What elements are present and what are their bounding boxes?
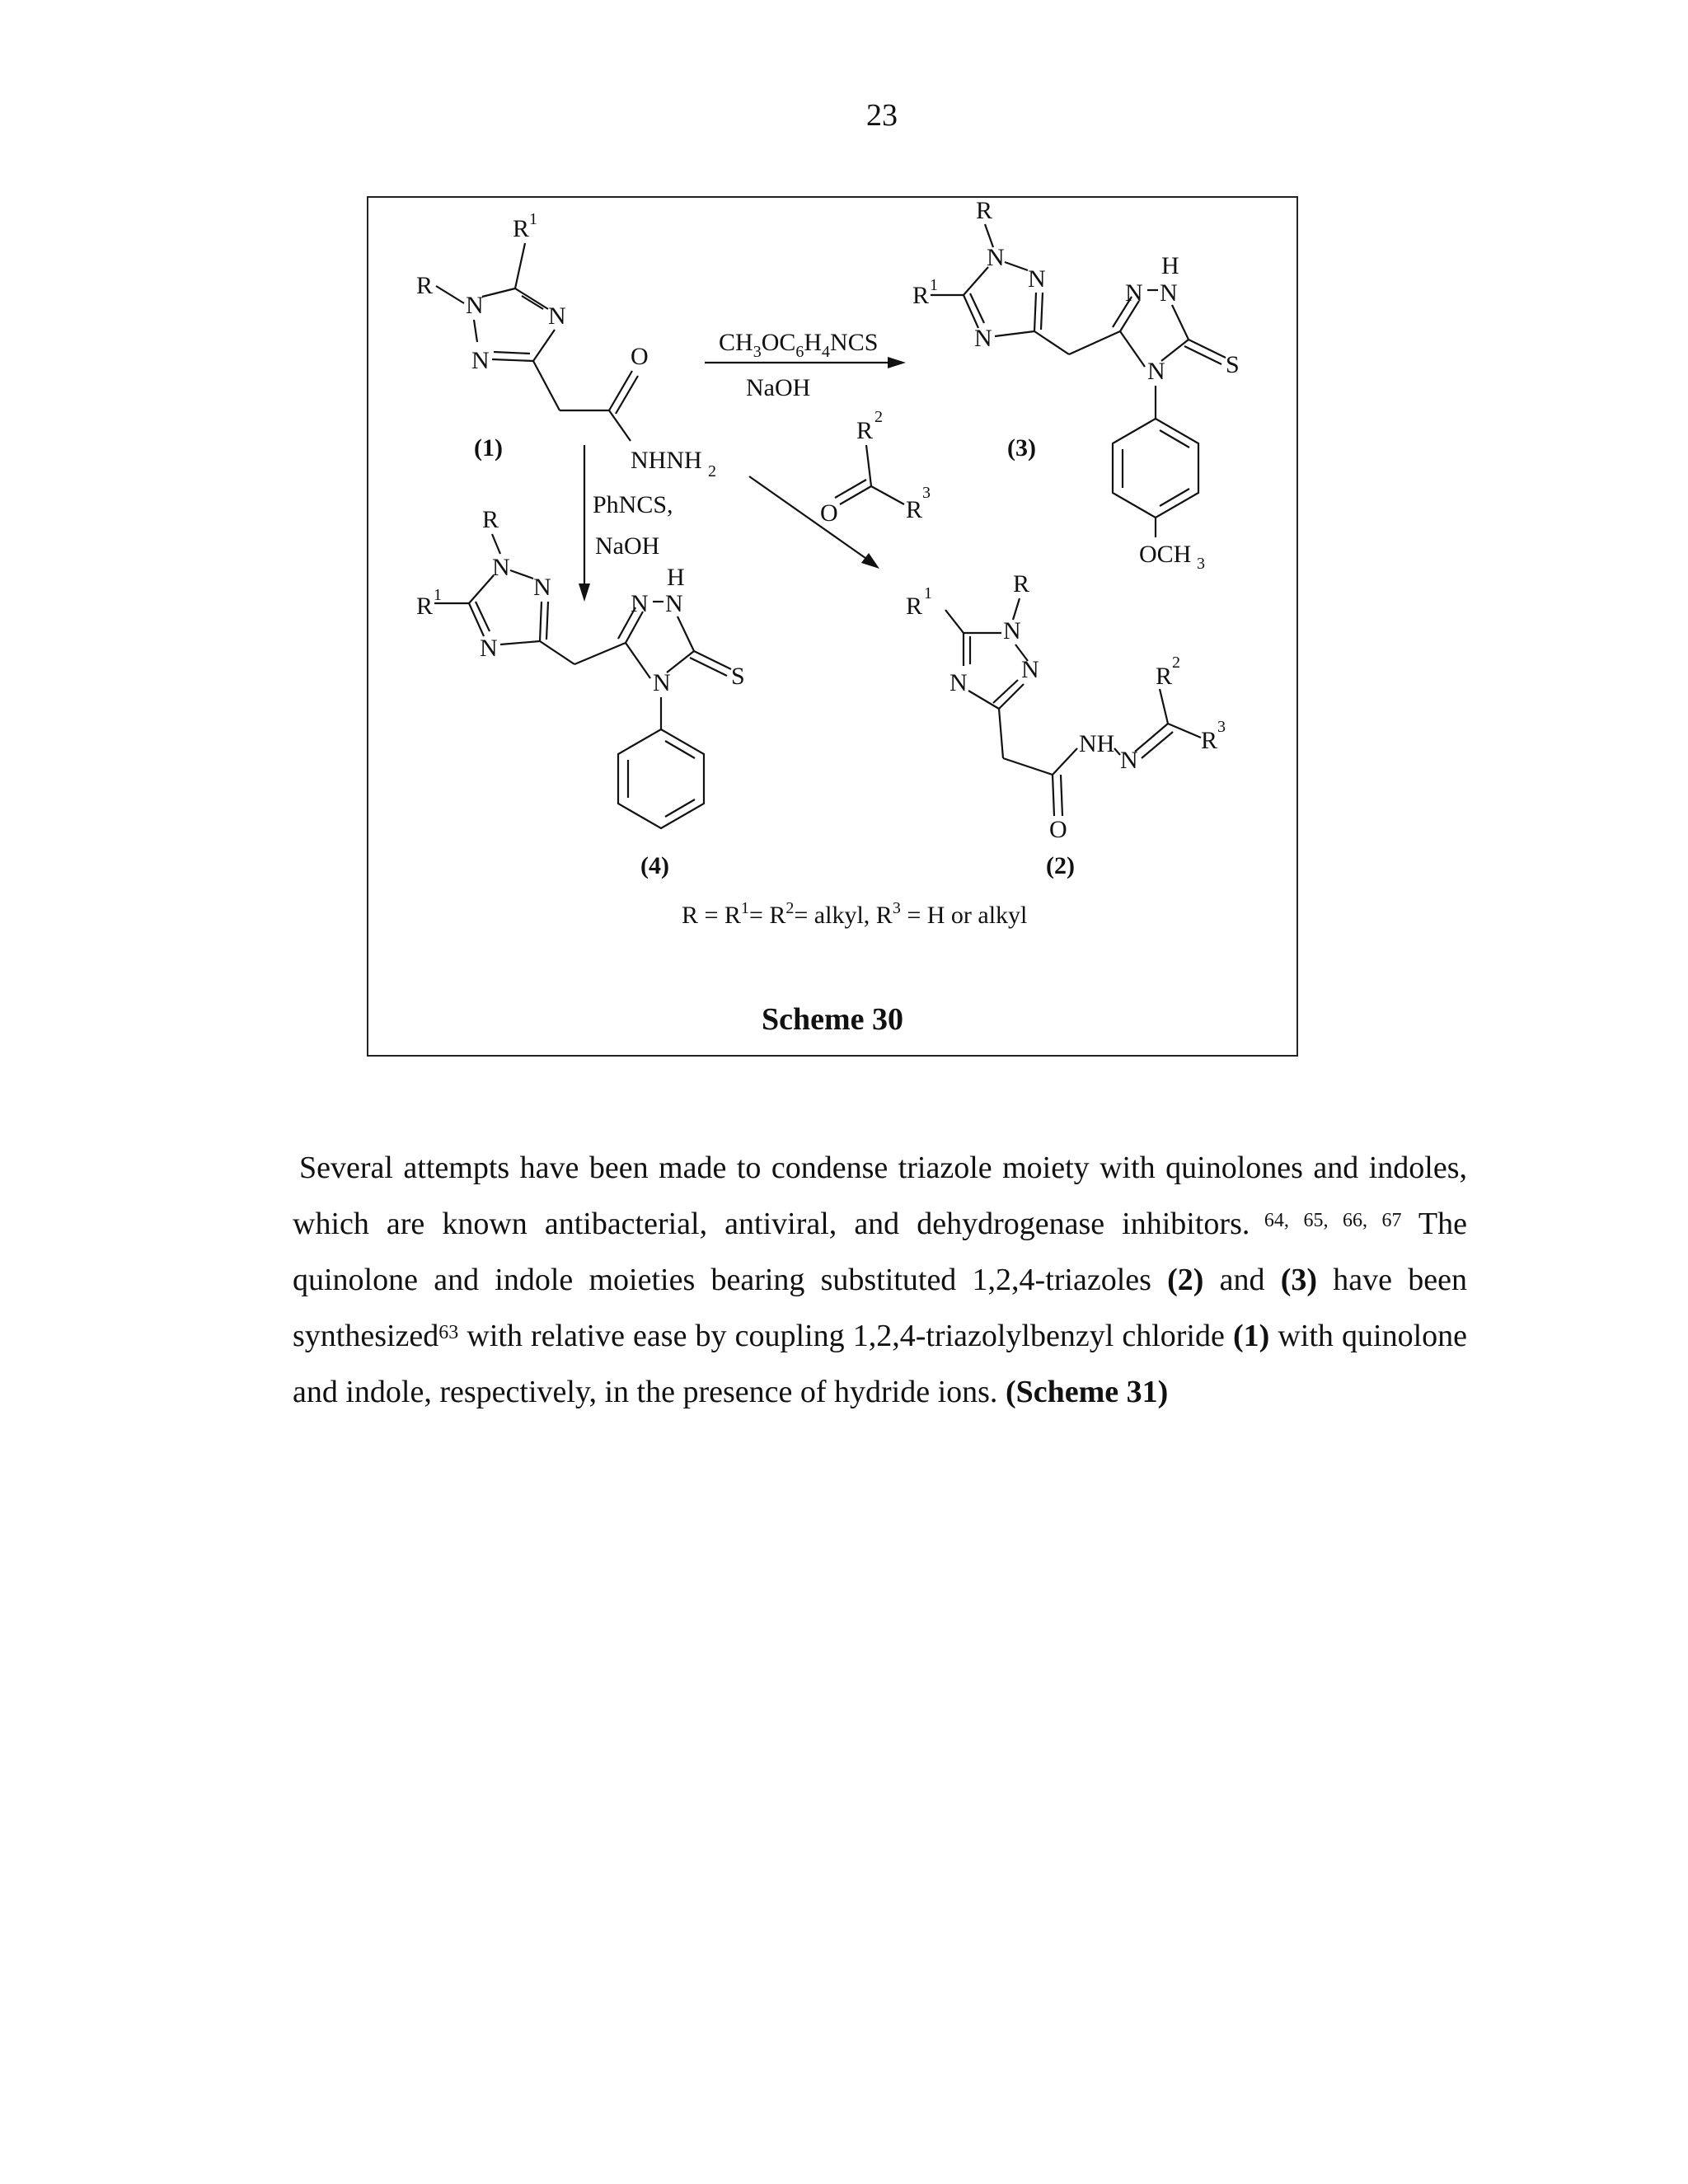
atom-N-thione-a-c3: N xyxy=(1125,279,1143,307)
bond-n2-c3-c3 xyxy=(1034,293,1036,331)
bond-r-n-c4 xyxy=(492,534,500,554)
label-R-compound4: R xyxy=(482,506,499,533)
bond-c5-n4-c3 xyxy=(964,295,978,328)
atom-N2-compound1: N xyxy=(471,347,490,374)
bond-c-nh-c2 xyxy=(1053,748,1077,775)
bond-c-s-double-c4 xyxy=(690,658,727,676)
bond-n2-c3-c4 xyxy=(540,602,542,641)
atom-N2-compound4: N xyxy=(533,574,551,601)
bond-ch2-c5-c3 xyxy=(1069,331,1120,354)
bond-n1-n2-c4 xyxy=(510,570,533,579)
bond-n1-c5-c3 xyxy=(964,267,988,295)
atom-O-compound1: O xyxy=(631,343,649,370)
bond-c3-ch2 xyxy=(533,361,560,410)
label-sup2-ketone: 2 xyxy=(874,408,883,426)
atom-N4-compound1: N xyxy=(548,302,566,330)
bond-c-s-double-c3 xyxy=(1184,346,1221,364)
atom-N2-compound3: N xyxy=(1028,265,1046,293)
bond-c-nhnh2 xyxy=(609,410,631,441)
benzene-inner-c-c4 xyxy=(665,799,695,817)
bond-n1-n2 xyxy=(474,320,477,342)
text-run-6: with quinolone and indole, respectively, in the presence of hydride ions. xyxy=(293,1319,1467,1409)
label-R-compound2: R xyxy=(1013,570,1030,598)
text-run-3: and xyxy=(1203,1263,1281,1297)
bond-c5-r1-c2 xyxy=(945,610,964,633)
bond-n2-c3-c2 xyxy=(999,684,1024,709)
label-R1-compound4: R xyxy=(416,593,434,620)
benzene-inner-b-c4 xyxy=(665,741,695,758)
benzene-ring-c4 xyxy=(618,729,704,828)
arrowhead-diagonal xyxy=(861,553,879,569)
text-run-2: The quinolone and indole moieties bearing substituted 1,2,4-triazoles xyxy=(293,1207,1467,1297)
atom-N4-compound3: N xyxy=(974,325,992,352)
citation-64-67: 64, 65, 66, 67 xyxy=(1250,1210,1402,1231)
bond-c3-ch2-c3 xyxy=(1034,331,1069,354)
compound-4-label: (4) xyxy=(640,852,669,879)
bond-nh-c-thione-c4 xyxy=(678,616,694,651)
paragraph-1 xyxy=(293,1140,1467,1420)
bond-n1-n2-c3 xyxy=(1005,262,1028,270)
bond-n2-c3-double xyxy=(494,352,530,354)
label-R1-compound3: R xyxy=(912,282,930,309)
bond-ch2-c5-c4 xyxy=(574,643,626,664)
bond-c-o-double-c2 xyxy=(1061,775,1062,816)
label-R2-ketone: R xyxy=(856,417,874,444)
bond-c3-ch2-c4 xyxy=(540,641,574,664)
bond-n2-c3 xyxy=(492,359,533,361)
label-nhnh-sub2: 2 xyxy=(708,462,716,480)
bond-r-n1 xyxy=(436,286,464,303)
label-R-compound3: R xyxy=(976,198,993,224)
label-sup2-compound2: 2 xyxy=(1172,654,1180,672)
atom-N-hydrazone-c2: N xyxy=(1120,747,1138,774)
label-R1-compound1: R xyxy=(513,215,530,242)
label-R3-compound2: R xyxy=(1201,727,1218,754)
compound-3-label: (3) xyxy=(1007,434,1036,462)
bond-c5-n4-c4 xyxy=(469,603,484,636)
page-number: 23 xyxy=(866,98,898,133)
atom-N4-thione-c4: N xyxy=(653,669,671,696)
label-R2-compound2: R xyxy=(1156,663,1173,690)
reaction-scheme-svg xyxy=(368,198,1296,1055)
bond-c-s-c4 xyxy=(694,651,731,669)
label-sup3-compound2: 3 xyxy=(1217,718,1226,736)
atom-N4-compound4: N xyxy=(480,635,498,662)
bond-n4-c3-c3 xyxy=(995,331,1034,336)
bond-n1-c5-c4 xyxy=(469,575,494,603)
bond-nh-c-thione-c3 xyxy=(1172,305,1189,340)
benzene-ring-c3 xyxy=(1113,419,1198,518)
bond-c5-n4-double xyxy=(522,296,543,309)
bond-n-c-double-hydrazone-c2 xyxy=(1142,732,1173,758)
bond-n4-c3-c2 xyxy=(968,691,999,709)
label-sup1-compound4: 1 xyxy=(434,586,442,604)
bond-ch2-c-c2 xyxy=(1003,758,1053,775)
atom-O-ketone: O xyxy=(820,499,838,527)
label-R1-compound2: R xyxy=(906,593,923,620)
label-nhnh-compound1: NHNH xyxy=(631,447,702,474)
label-och-c3: OCH xyxy=(1139,541,1192,568)
benzene-inner-b-c3 xyxy=(1160,430,1189,448)
bond-n2-c3-double-c2 xyxy=(993,680,1018,703)
atom-H-thione-c4: H xyxy=(667,564,685,591)
ref-compound-2: (2) xyxy=(1167,1263,1204,1297)
scheme-legend: $R = R^1= R^2=$ alkyl, $R^3 = H$ or alkyl xyxy=(682,899,1028,929)
atom-O-compound2: O xyxy=(1049,816,1067,843)
atom-N-thione-b-c4: N xyxy=(665,590,683,617)
reagent-left-base: NaOH xyxy=(595,532,660,560)
bond-c5-n4-double-c3 xyxy=(970,293,984,323)
label-och-sub3: 3 xyxy=(1197,555,1205,573)
atom-S-c3: S xyxy=(1226,351,1240,378)
bond-n-c-hydrazone-c2 xyxy=(1135,724,1168,752)
atom-N4-thione-c3: N xyxy=(1147,358,1165,385)
bond-n4-c3 xyxy=(533,330,555,361)
atom-N2-compound2: N xyxy=(1021,656,1039,683)
atom-N-thione-b-c3: N xyxy=(1160,279,1178,307)
citation-63: 63 xyxy=(438,1322,459,1343)
arrow-to-compound-3 xyxy=(705,329,906,401)
text-run-5: with relative ease by coupling 1,2,4-triazolylbenzyl chloride xyxy=(458,1319,1233,1353)
bond-c-o-c2 xyxy=(1053,775,1054,816)
arrowhead-top xyxy=(888,357,906,368)
bond-c-r2-c2 xyxy=(1160,689,1168,724)
atom-N1-compound4: N xyxy=(492,554,510,581)
compound-4-structure xyxy=(416,506,745,879)
label-sup1-compound3: 1 xyxy=(930,276,938,294)
benzene-inner-c-c3 xyxy=(1160,489,1189,506)
arrow-line-diagonal xyxy=(749,476,871,562)
bond-c-s-c3 xyxy=(1189,340,1226,358)
compound-1-structure xyxy=(416,210,716,480)
bond-r2-c-ketone xyxy=(866,445,871,486)
bond-n1-c5 xyxy=(482,288,515,297)
bond-c-o-ketone xyxy=(840,486,871,504)
label-sup1-compound2: 1 xyxy=(924,584,932,602)
body-paragraph xyxy=(293,1140,1467,1420)
reagent-top-formula: $CH_3OC_6H_4NCS$ xyxy=(719,329,879,361)
label-nh-compound2: NH xyxy=(1079,730,1115,757)
label-R3-ketone: R xyxy=(906,496,923,523)
bond-n4-c5-thione-c3 xyxy=(1120,331,1145,367)
bond-c5-n4-double-c4 xyxy=(476,602,490,631)
compound-3-structure xyxy=(912,198,1240,573)
compound-1-label: (1) xyxy=(474,434,503,462)
text-run-1: Several attempts have been made to condense triazole moiety with quinolones and indoles, which are known antibacterial, antiviral, and dehydrogenase inhibitors. xyxy=(293,1151,1467,1241)
label-sup3-ketone: 3 xyxy=(922,484,931,502)
bond-nh-n-c2 xyxy=(1114,748,1120,755)
bond-n4-c5-thione-c4 xyxy=(626,643,650,678)
bond-c-n4-thione-c4 xyxy=(667,651,694,673)
bond-c5-n4 xyxy=(515,288,548,309)
scheme-title: Scheme 30 xyxy=(761,1002,904,1037)
bond-r1-c5 xyxy=(515,243,525,288)
atom-N1-compound3: N xyxy=(987,244,1005,271)
bond-c-r3-c2 xyxy=(1168,724,1201,738)
atom-S-c4: S xyxy=(731,663,745,690)
bond-n2-c3-double-c3 xyxy=(1041,293,1043,330)
label-sup1-compound1: 1 xyxy=(529,210,537,228)
bond-c-n4-thione-c3 xyxy=(1161,340,1189,361)
label-R-compound1: R xyxy=(416,272,434,299)
bond-c-o-double-ketone xyxy=(835,480,866,498)
atom-N1-compound1: N xyxy=(466,292,484,319)
bond-c-r3-ketone xyxy=(871,486,904,504)
ref-scheme-31: (Scheme 31) xyxy=(1005,1375,1169,1409)
scheme-figure xyxy=(367,196,1298,1057)
compound-2-structure xyxy=(906,570,1226,879)
arrow-to-compound-2 xyxy=(749,408,931,569)
ref-compound-1: (1) xyxy=(1232,1319,1270,1353)
reagent-left: PhNCS, xyxy=(593,491,673,518)
atom-H-thione-c3: H xyxy=(1161,252,1179,279)
reagent-top-base: NaOH xyxy=(746,374,811,401)
bond-c3-ch2-c2 xyxy=(999,709,1003,758)
ref-compound-3: (3) xyxy=(1280,1263,1318,1297)
bond-n2-c3-double-c4 xyxy=(546,602,548,640)
atom-N-thione-a-c4: N xyxy=(631,590,649,617)
compound-2-label: (2) xyxy=(1046,852,1075,879)
atom-N4-compound2: N xyxy=(950,669,968,696)
atom-N1-compound2: N xyxy=(1003,617,1021,644)
bond-n4-c3-c4 xyxy=(500,641,540,644)
text-run-4: have been synthesized xyxy=(293,1263,1467,1353)
arrowhead-vertical xyxy=(579,583,590,602)
